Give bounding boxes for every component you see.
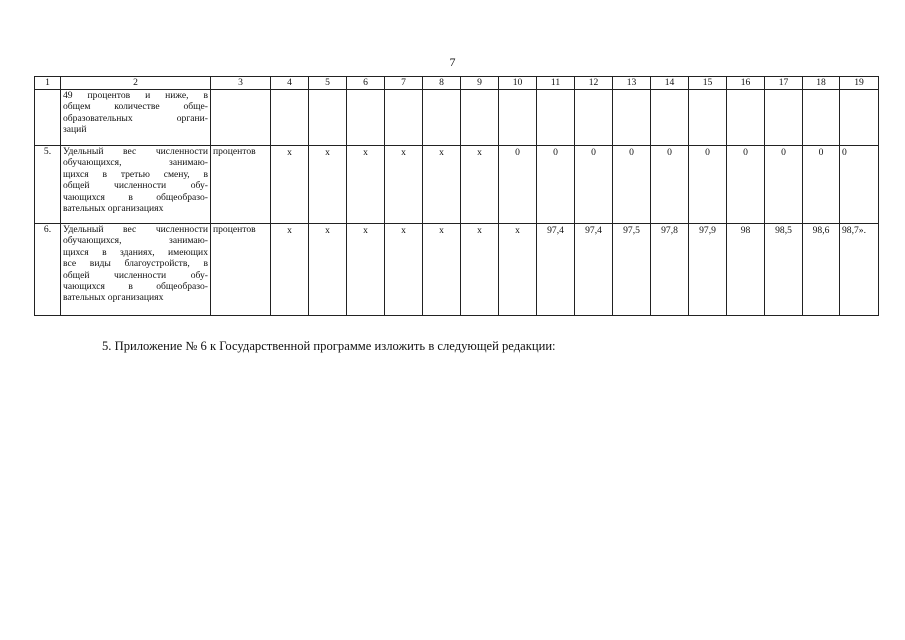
- indicator-name-line: вательных организациях: [63, 292, 164, 304]
- indicator-name-line: образовательных органи-: [63, 112, 208, 124]
- indicator-name-line: общей численности обу-: [63, 180, 208, 192]
- value-cell: 97,9: [689, 224, 727, 316]
- table-row: [35, 146, 879, 224]
- row-number: 5.: [35, 146, 61, 224]
- column-header: 14: [651, 77, 689, 90]
- column-header: 11: [537, 77, 575, 90]
- indicator-name-line: общем количестве обще-: [63, 101, 208, 113]
- value-cell: 0: [575, 146, 613, 224]
- indicator-name-line: Удельный вес численности: [63, 224, 208, 235]
- indicator-name-line: вательных организациях: [63, 203, 164, 215]
- value-cell: 98,7».: [840, 224, 879, 316]
- value-cell: х: [309, 224, 347, 316]
- value-cell: 97,4: [575, 224, 613, 316]
- value-cell: х: [423, 224, 461, 316]
- indicator-name-line: 49 процентов и ниже, в: [63, 90, 208, 101]
- value-cell: [347, 90, 385, 146]
- column-header: 17: [765, 77, 803, 90]
- value-cell: 98,5: [765, 224, 803, 316]
- value-cell: х: [347, 224, 385, 316]
- value-cell: 0: [537, 146, 575, 224]
- column-header: 12: [575, 77, 613, 90]
- indicator-name: [61, 90, 211, 146]
- value-cell: х: [461, 224, 499, 316]
- page-number: 7: [449, 55, 456, 69]
- value-cell: [423, 90, 461, 146]
- value-cell: [727, 90, 765, 146]
- value-cell: [271, 90, 309, 146]
- indicator-name-line: щихся в третью смену, в: [63, 168, 208, 180]
- unit-of-measure: процентов: [211, 146, 271, 224]
- column-header: 3: [211, 77, 271, 90]
- column-header: 7: [385, 77, 423, 90]
- indicator-name-line: щихся в зданиях, имеющих: [63, 246, 208, 258]
- value-cell: 0: [651, 146, 689, 224]
- value-cell: 0: [499, 146, 537, 224]
- indicator-name: [61, 146, 211, 224]
- column-header: 1: [35, 77, 61, 90]
- value-cell: х: [423, 146, 461, 224]
- value-cell: [309, 90, 347, 146]
- value-cell: х: [385, 224, 423, 316]
- value-cell: 0: [765, 146, 803, 224]
- row-number: 6.: [35, 224, 61, 316]
- column-header: 2: [61, 77, 211, 90]
- value-cell: 98,6: [803, 224, 840, 316]
- value-cell: х: [499, 224, 537, 316]
- table-row: [35, 90, 879, 146]
- table-header-row: [35, 77, 879, 90]
- value-cell: [840, 90, 879, 146]
- indicator-name-line: общей численности обу-: [63, 269, 208, 281]
- value-cell: х: [271, 146, 309, 224]
- value-cell: [461, 90, 499, 146]
- column-header: 19: [840, 77, 879, 90]
- indicator-name-line: чающихся в общеобразо-: [63, 191, 208, 203]
- value-cell: 0: [840, 146, 879, 224]
- value-cell: 0: [613, 146, 651, 224]
- value-cell: [651, 90, 689, 146]
- value-cell: х: [347, 146, 385, 224]
- indicator-name-line: Удельный вес численности: [63, 146, 208, 157]
- indicator-name-line: заций: [63, 124, 87, 136]
- value-cell: 0: [689, 146, 727, 224]
- column-header: 4: [271, 77, 309, 90]
- column-header: 9: [461, 77, 499, 90]
- column-header: 16: [727, 77, 765, 90]
- indicator-name-line: все виды благоустройств, в: [63, 258, 208, 270]
- indicator-name-line: чающихся в общеобразо-: [63, 281, 208, 293]
- value-cell: 97,8: [651, 224, 689, 316]
- value-cell: 0: [727, 146, 765, 224]
- column-header: 5: [309, 77, 347, 90]
- value-cell: х: [309, 146, 347, 224]
- indicator-table: [34, 76, 879, 316]
- value-cell: 97,4: [537, 224, 575, 316]
- value-cell: [613, 90, 651, 146]
- amendment-paragraph: 5. Приложение № 6 к Государственной программе изложить в следующей редакции:: [102, 339, 556, 353]
- column-header: 18: [803, 77, 840, 90]
- value-cell: х: [271, 224, 309, 316]
- value-cell: [575, 90, 613, 146]
- unit-of-measure: процентов: [211, 224, 271, 316]
- value-cell: [689, 90, 727, 146]
- value-cell: [803, 90, 840, 146]
- column-header: 6: [347, 77, 385, 90]
- table-body: [35, 77, 879, 316]
- unit-of-measure: [211, 90, 271, 146]
- value-cell: [499, 90, 537, 146]
- column-header: 15: [689, 77, 727, 90]
- value-cell: [537, 90, 575, 146]
- indicator-name-line: обучающихся, занимаю-: [63, 157, 208, 169]
- indicator-name: [61, 224, 211, 316]
- value-cell: х: [385, 146, 423, 224]
- value-cell: [765, 90, 803, 146]
- column-header: 8: [423, 77, 461, 90]
- row-number: [35, 90, 61, 146]
- value-cell: х: [461, 146, 499, 224]
- table-row: [35, 224, 879, 316]
- value-cell: 0: [803, 146, 840, 224]
- indicator-name-line: обучающихся, занимаю-: [63, 235, 208, 247]
- value-cell: [385, 90, 423, 146]
- value-cell: 97,5: [613, 224, 651, 316]
- column-header: 10: [499, 77, 537, 90]
- column-header: 13: [613, 77, 651, 90]
- value-cell: 98: [727, 224, 765, 316]
